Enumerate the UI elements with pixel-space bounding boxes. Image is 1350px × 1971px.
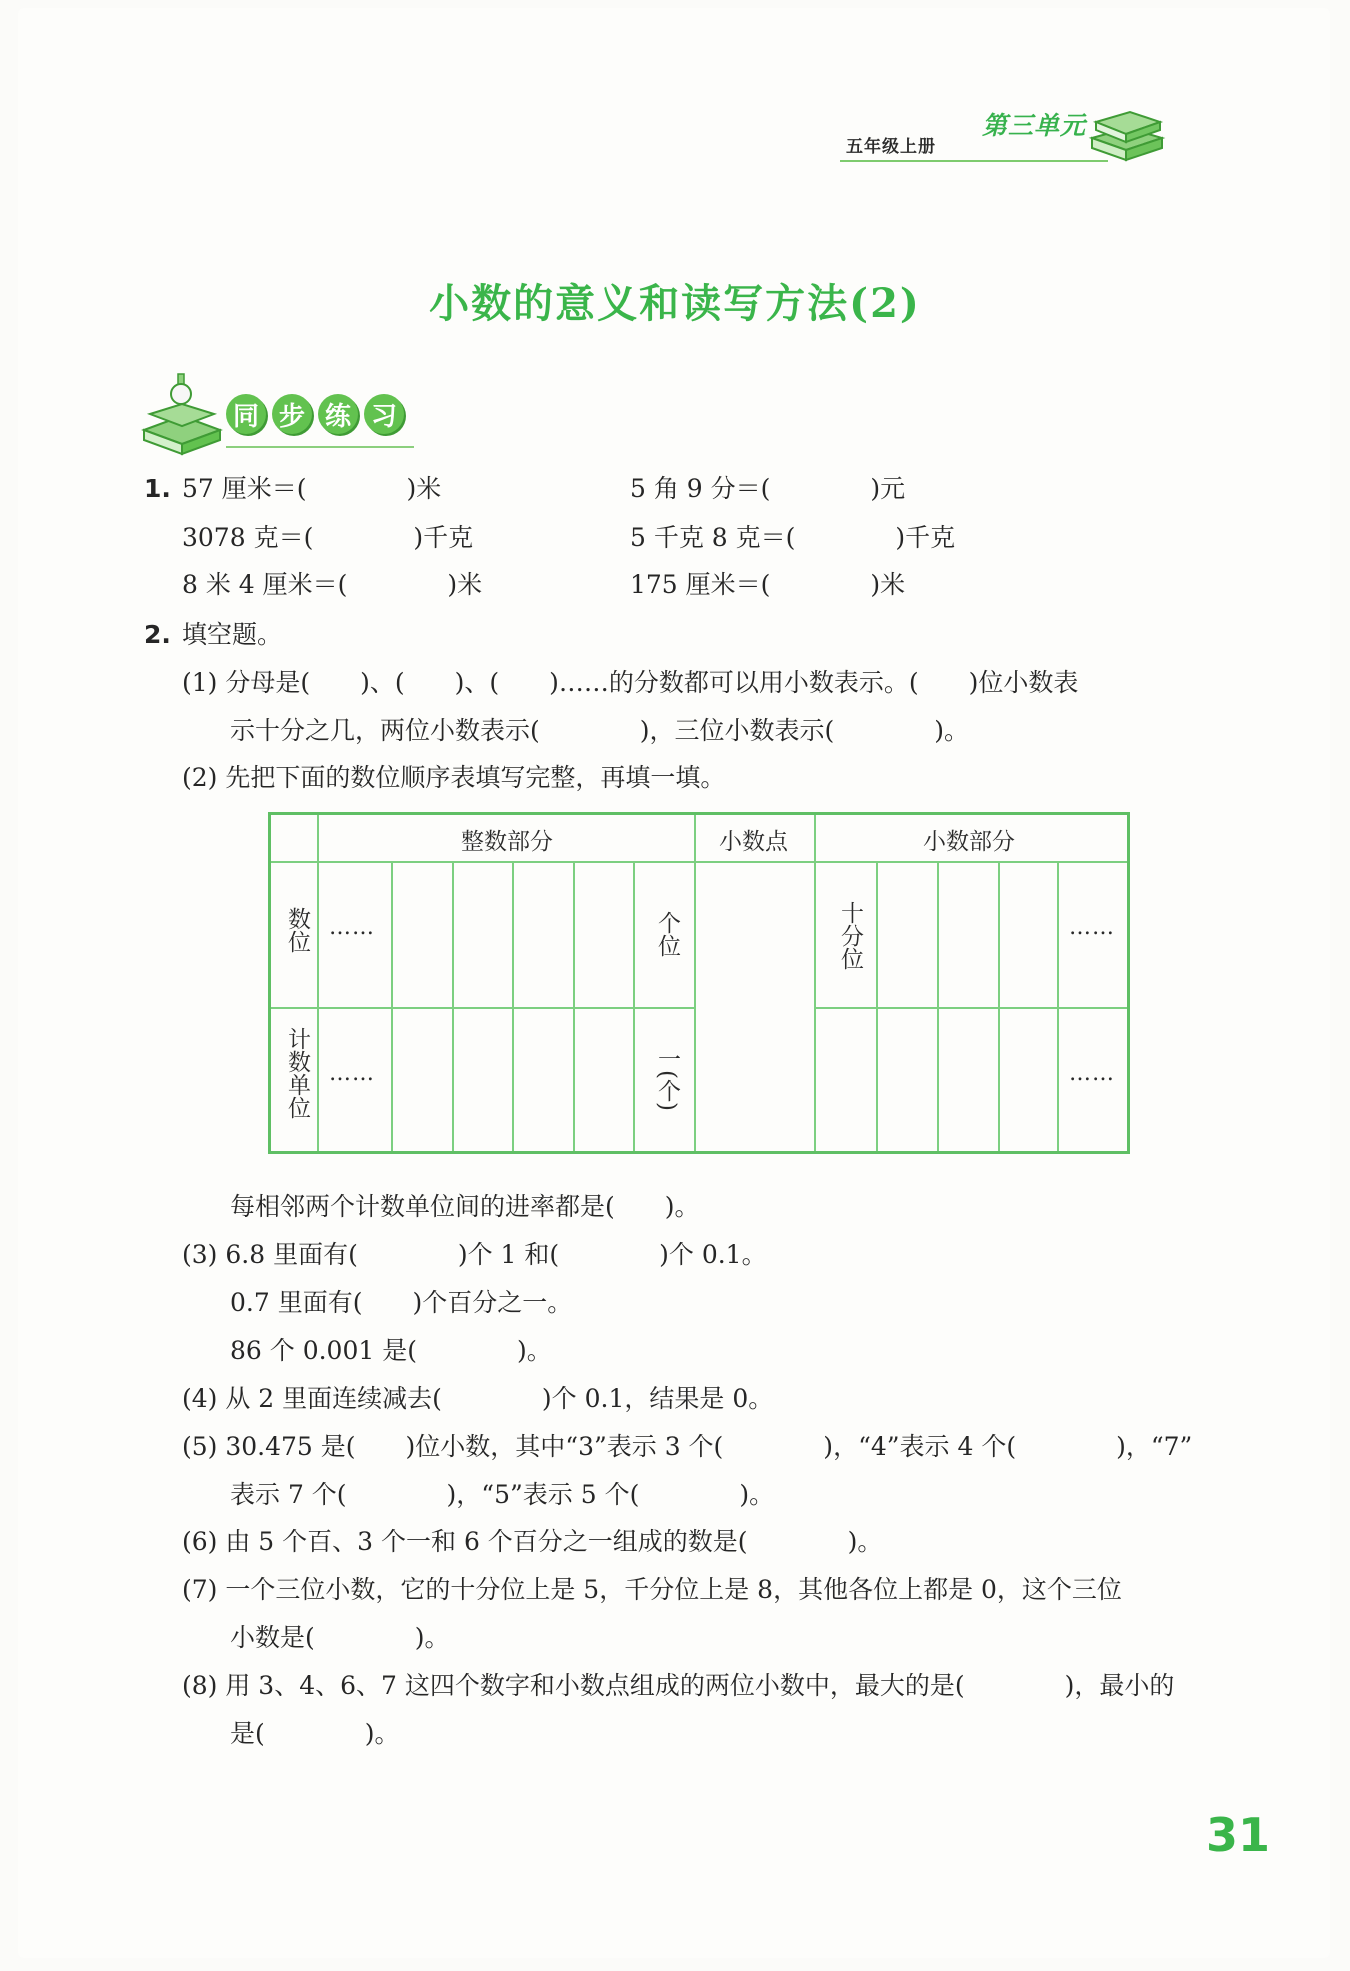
banner-char: 习: [364, 394, 404, 434]
ellipsis: ……: [329, 1061, 375, 1086]
table-rule: [814, 815, 816, 1151]
table-rule: [998, 861, 1000, 1151]
q2-part3-line3: 86 个 0.001 是( )。: [230, 1336, 552, 1365]
q2-part2-line1: (2) 先把下面的数位顺序表填写完整，再填一填。: [182, 763, 726, 792]
q1-item: 5 千克 8 克＝( )千克: [630, 523, 956, 552]
table-rule: [694, 815, 696, 1151]
banner-text: [226, 394, 404, 434]
q2-part8-line1: (8) 用 3、4、6、7 这四个数字和小数点组成的两位小数中，最大的是( )，最小的: [182, 1671, 1175, 1700]
table-rule: [814, 1007, 1127, 1009]
q2-part7-line2: 小数是( )。: [230, 1623, 450, 1652]
place-value-table: [268, 812, 1130, 1154]
banner-char: 练: [318, 394, 358, 434]
unit-label: 第三单元: [982, 111, 1087, 140]
banner-underline: [226, 446, 414, 448]
q2-part5-line2: 表示 7 个( )，“5”表示 5 个( )。: [230, 1480, 775, 1509]
row-label-unit: 计数单位: [284, 1027, 310, 1119]
table-rule: [937, 861, 939, 1151]
q1-item: 175 厘米＝( )米: [630, 570, 906, 599]
ellipsis: ……: [1069, 1061, 1115, 1086]
practice-banner: [140, 372, 420, 462]
q2-part3-line2: 0.7 里面有( )个百分之一。: [230, 1288, 573, 1317]
ellipsis: ……: [1069, 915, 1115, 940]
ones-place: 个位: [654, 911, 680, 957]
table-rule: [876, 861, 878, 1151]
q2-part1-line2: 示十分之几，两位小数表示( )，三位小数表示( )。: [230, 716, 970, 745]
q2-part7-line1: (7) 一个三位小数，它的十分位上是 5，千分位上是 8，其他各位上都是 0，这个三位: [182, 1575, 1122, 1604]
books-icon: [1086, 98, 1166, 168]
grade-label: 五年级上册: [846, 137, 936, 157]
q2-part2-rate: 每相邻两个计数单位间的进率都是( )。: [230, 1192, 700, 1221]
table-rule: [317, 815, 319, 1151]
page-number: 31: [1206, 1808, 1271, 1862]
book-stack-icon: [140, 372, 224, 458]
table-rule: [1057, 861, 1059, 1151]
q2-heading: 填空题。: [182, 620, 283, 649]
q1-item: 8 米 4 厘米＝( )米: [182, 570, 483, 599]
unit-header: [840, 96, 1170, 176]
row-label-place: 数位: [284, 907, 310, 953]
q2-part3-line1: (3) 6.8 里面有( )个 1 和( )个 0.1。: [182, 1240, 767, 1269]
banner-char: 步: [272, 394, 312, 434]
q2-part1-line1: (1) 分母是( )、( )、( )……的分数都可以用小数表示。( )位小数表: [182, 668, 1079, 697]
q2-part6: (6) 由 5 个百、3 个一和 6 个百分之一组成的数是( )。: [182, 1527, 883, 1556]
page-title: 小数的意义和读写方法(2): [429, 280, 921, 327]
table-rule: [271, 1007, 694, 1009]
table-rule: [573, 861, 575, 1151]
table-rule: [633, 861, 635, 1151]
tenths-place: 十分位: [837, 901, 863, 970]
header-decimal-part: 小数部分: [923, 829, 1015, 855]
header-decimal-point: 小数点: [719, 829, 788, 855]
q1-item: 57 厘米＝( )米: [182, 474, 442, 503]
q2-part4: (4) 从 2 里面连续减去( )个 0.1，结果是 0。: [182, 1384, 774, 1413]
table-rule: [391, 861, 393, 1151]
ones-unit: 一(个): [654, 1047, 680, 1111]
q2-part5-line1: (5) 30.475 是( )位小数，其中“3”表示 3 个( )，“4”表示 4 个( )，“7”: [182, 1432, 1193, 1461]
question-1-number: 1.: [144, 474, 171, 503]
q2-part8-line2: 是( )。: [230, 1719, 400, 1748]
q1-item: 5 角 9 分＝( )元: [630, 474, 906, 503]
header-integer-part: 整数部分: [461, 829, 553, 855]
header-divider: [840, 160, 1108, 162]
table-rule: [512, 861, 514, 1151]
ellipsis: ……: [329, 915, 375, 940]
question-2-number: 2.: [144, 620, 171, 649]
banner-char: 同: [226, 394, 266, 434]
q1-item: 3078 克＝( )千克: [182, 523, 474, 552]
table-rule: [452, 861, 454, 1151]
